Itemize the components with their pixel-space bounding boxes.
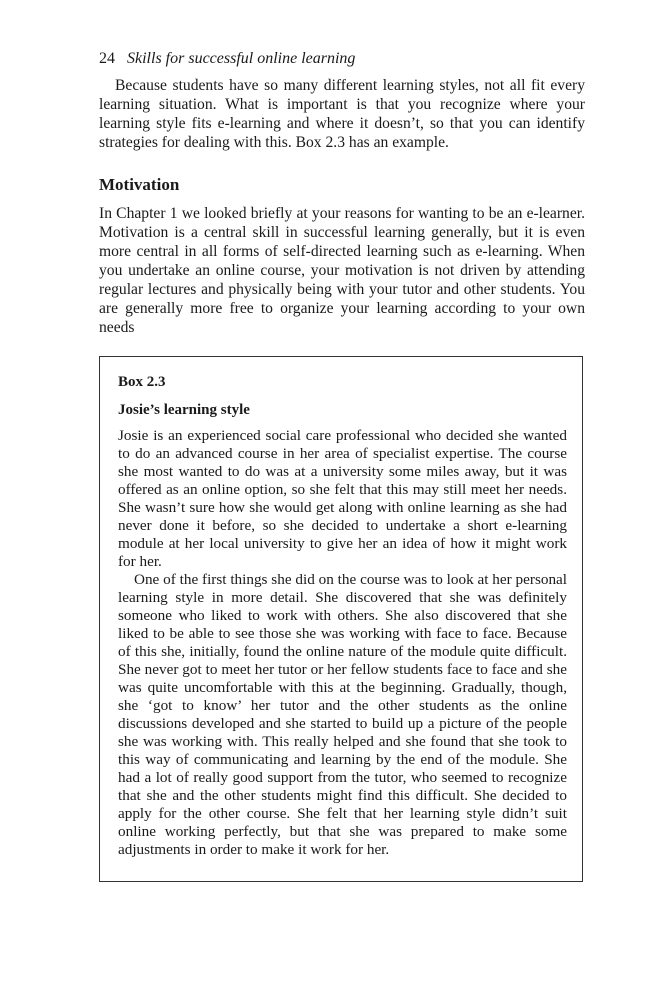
box-content	[118, 373, 567, 859]
box-paragraph: Josie is an experienced social care professional who decided she wanted to do an advanced course in her area of specialist expertise. The course she most wanted to do was at a university some miles away, but it was offered as an online option, so she felt that this may still meet her needs. She wasn’t sure how she would get along with online learning as she had never done it before, so she decided to undertake a short e-learning module at her local university to give her an idea of how it might work for her.	[118, 427, 567, 570]
motivation-paragraph: In Chapter 1 we looked briefly at your reasons for wanting to be an e-learner. Motivation is a central skill in successful learning generally, but it is even more central in all forms of self-directed learning such as e-learning. When you undertake an online course, your motivation is not driven by attending regular lectures and physically being with your tutor and other students. You are generally more free to organize your learning according to your own needs	[99, 205, 585, 336]
section-heading-motivation: Motivation	[99, 175, 180, 194]
page-number: 24	[99, 50, 115, 67]
running-title: Skills for successful online learning	[127, 50, 356, 67]
intro-paragraph: Because students have so many different learning styles, not all fit every learning situation. What is important is that you recognize where your learning style fits e-learning and where it doesn’t, so that you can identify strategies for dealing with this. Box 2.3 has an example.	[99, 77, 585, 151]
intro-section	[99, 76, 585, 152]
box-label: Box 2.3	[118, 374, 166, 390]
box-paragraph: One of the first things she did on the course was to look at her personal learning style in more detail. She discovered that she was definitely someone who liked to work with others. She also discovered that she liked to be able to see those she was working with face to face. Because of this she, initially, found the online nature of the module quite difficult. She never got to meet her tutor or her fellow students face to face and she was quite uncomfortable with this at the beginning. Gradually, though, she ‘got to know’ her tutor and the other students as the online discussions developed and she started to build up a picture of the people she was working with. This really helped and she found that she took to this way of communicating and learning by the end of the module. She had a lot of really good support from the tutor, who seemed to recognize that she and the other students might find this difficult. She decided to apply for the other course. She felt that her learning style didn’t suit online working perfectly, but that she was prepared to make some adjustments in order to make it work for her.	[118, 571, 567, 858]
motivation-section	[99, 204, 585, 337]
box-title: Josie’s learning style	[118, 402, 250, 418]
page-header	[99, 48, 355, 70]
box-2-3	[99, 356, 583, 882]
